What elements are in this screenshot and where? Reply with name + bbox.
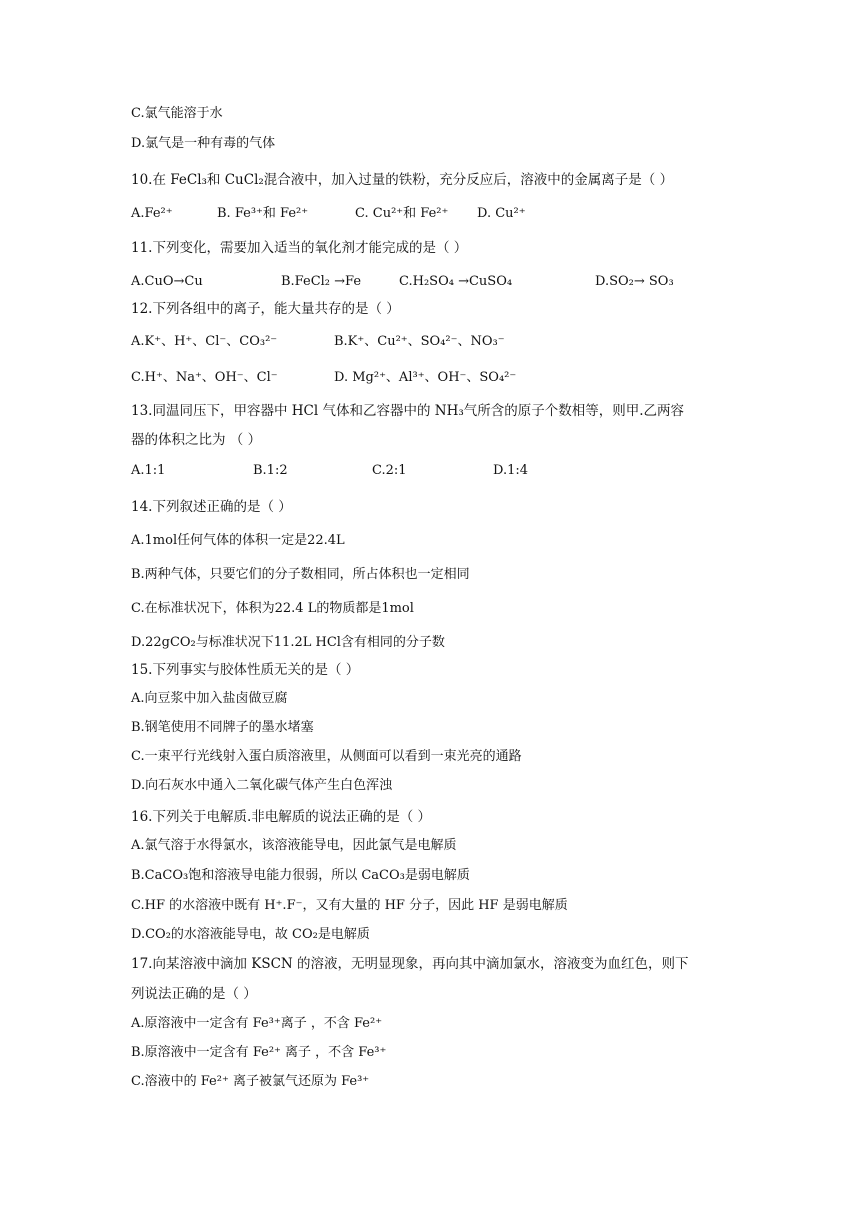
question-10: 10.在 FeCl₃和 CuCl₂混合液中，加入过量的铁粉，充分反应后，溶液中的金属离子是（ ）: [131, 172, 674, 188]
option-a: A.Fe²⁺: [131, 206, 173, 221]
option-text: D.氯气是一种有毒的气体: [131, 136, 276, 151]
option-b: B. Fe³⁺和 Fe²⁺: [217, 206, 309, 221]
question-13: 13.同温同压下，甲容器中 HCl 气体和乙容器中的 NH₃气所含的原子个数相等，则甲.乙两容: [131, 403, 685, 419]
question-16: 16.下列关于电解质.非电解质的说法正确的是（ ）: [131, 809, 432, 825]
option-c: C.H⁺、Na⁺、OH⁻、Cl⁻: [131, 370, 278, 385]
option-c: C.溶液中的 Fe²⁺ 离子被氯气还原为 Fe³⁺: [131, 1074, 370, 1089]
option-c: C.在标准状况下，体积为22.4 L的物质都是1mol: [131, 601, 414, 616]
option-d: D. Cu²⁺: [477, 206, 526, 221]
option-c: C.一束平行光线射入蛋白质溶液里，从侧面可以看到一束光亮的通路: [131, 749, 522, 764]
question-13-cont: 器的体积之比为 （ ）: [131, 432, 262, 448]
question-14: 14.下列叙述正确的是（ ）: [131, 499, 292, 515]
option-a: A.CuO→Cu: [131, 274, 203, 289]
option-d: D.22gCO₂与标准状况下11.2L HCl含有相同的分子数: [131, 635, 445, 650]
option-d: D.1:4: [493, 463, 529, 478]
question-15: 15.下列事实与胶体性质无关的是（ ）: [131, 662, 360, 678]
option-a: A.1:1: [131, 463, 166, 478]
option-c: C.2:1: [372, 463, 407, 478]
question-12: 12.下列各组中的离子，能大量共存的是（ ）: [131, 301, 400, 317]
option-c: C.H₂SO₄ →CuSO₄: [399, 274, 513, 289]
option-d: D.向石灰水中通入二氧化碳气体产生白色浑浊: [131, 778, 393, 793]
option-c: C. Cu²⁺和 Fe²⁺: [355, 206, 449, 221]
option-a: A.氯气溶于水得氯水，该溶液能导电，因此氯气是电解质: [131, 838, 457, 853]
option-d: D.SO₂→ SO₃: [595, 274, 674, 289]
option-b: B.1:2: [253, 463, 288, 478]
option-a: A.K⁺、H⁺、Cl⁻、CO₃²⁻: [131, 334, 278, 349]
option-a: A.1mol任何气体的体积一定是22.4L: [131, 533, 345, 548]
option-d: D. Mg²⁺、Al³⁺、OH⁻、SO₄²⁻: [334, 370, 517, 385]
question-11: 11.下列变化，需要加入适当的氧化剂才能完成的是（ ）: [131, 240, 468, 256]
question-17-cont: 列说法正确的是（ ）: [131, 986, 257, 1002]
option-b: B.钢笔使用不同牌子的墨水堵塞: [131, 720, 314, 735]
option-d: D.CO₂的水溶液能导电，故 CO₂是电解质: [131, 927, 370, 942]
option-c: C.HF 的水溶液中既有 H⁺.F⁻，又有大量的 HF 分子，因此 HF 是弱电解质: [131, 898, 568, 913]
option-b: B.K⁺、Cu²⁺、SO₄²⁻、NO₃⁻: [334, 334, 505, 349]
option-a: A.原溶液中一定含有 Fe³⁺离子 ，不含 Fe²⁺: [131, 1016, 383, 1031]
option-text: C.氯气能溶于水: [131, 106, 223, 121]
question-17: 17.向某溶液中滴加 KSCN 的溶液，无明显现象，再向其中滴加氯水，溶液变为血红色，则下: [131, 956, 689, 972]
option-b: B.FeCl₂ →Fe: [281, 274, 362, 289]
option-b: B.原溶液中一定含有 Fe²⁺ 离子 ，不含 Fe³⁺: [131, 1045, 387, 1060]
option-a: A.向豆浆中加入盐卤做豆腐: [131, 691, 288, 706]
option-b: B.CaCO₃饱和溶液导电能力很弱，所以 CaCO₃是弱电解质: [131, 868, 470, 883]
option-b: B.两种气体，只要它们的分子数相同，所占体积也一定相同: [131, 567, 470, 582]
